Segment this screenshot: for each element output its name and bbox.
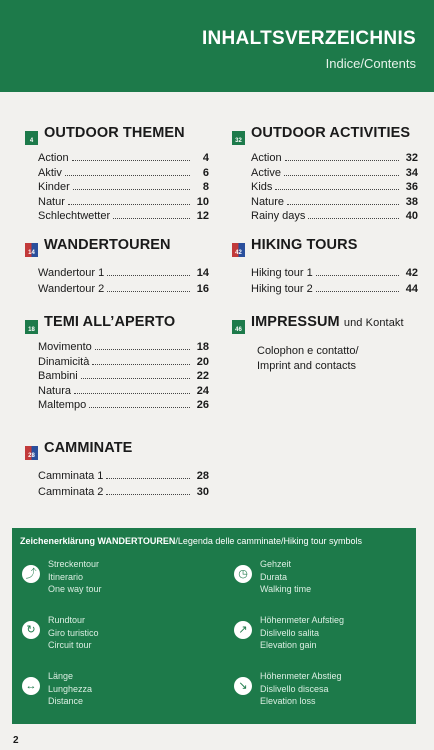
section-title: WANDERTOUREN [44,237,171,253]
leader-dots [107,274,190,276]
section-hiking-tours [232,237,418,299]
leader-dots [285,159,399,161]
toc-page: 38 [405,195,418,208]
legend-title-bold: Zeichenerklärung WANDERTOUREN [20,536,176,546]
toc-entry[interactable] [251,210,418,225]
leader-dots [316,274,399,276]
toc-page: 16 [196,283,209,295]
toc-label: Movimento [38,341,92,353]
toc-entry[interactable] [38,210,209,225]
legend-label-en: Elevation loss [260,696,316,706]
toc-label: Natur [38,195,65,208]
impressum-line-1: Colophon e contatto/ [257,345,359,357]
toc-page: 42 [405,267,418,279]
toc-page: 36 [405,181,418,193]
leader-dots [308,217,399,219]
page-subtitle: Indice/Contents [325,56,416,71]
toc-page: 34 [405,166,418,179]
toc-entry[interactable] [38,167,209,182]
leader-dots [81,377,190,379]
toc-entry[interactable] [251,181,418,196]
toc-entry[interactable] [38,486,209,502]
toc-entry[interactable] [38,267,209,283]
section-title-suffix: und Kontakt [343,317,404,329]
toc-label: Wandertour 1 [38,267,105,279]
clock-icon: ◷ [234,565,252,583]
section-badge: 42 [232,243,245,257]
legend-label-de: Streckentour [48,559,100,569]
toc-label: Natura [38,384,72,397]
toc-label: Hiking tour 1 [251,267,313,279]
toc-label: Rainy days [251,210,306,222]
leader-dots [287,203,399,205]
impressum-line-2: Imprint and contacts [257,360,357,372]
legend-label-en: Walking time [260,584,312,594]
leader-dots [113,217,190,219]
section-title: TEMI ALL’APERTO [44,314,176,330]
legend-label-en: One way tour [48,584,102,594]
legend-item [234,614,344,652]
ascent-icon: ↗ [234,621,252,639]
legend-label-it: Dislivello salita [260,627,320,638]
leader-dots [89,406,190,408]
toc-page: 44 [405,283,418,295]
legend-panel [12,528,416,724]
toc-entry[interactable] [38,181,209,196]
section-title: OUTDOOR THEMEN [44,125,185,141]
section-impressum [232,314,418,374]
toc-entry[interactable] [38,399,209,414]
leader-dots [275,188,399,190]
legend-item [22,614,99,652]
section-badge: 18 [25,320,38,334]
legend-title [20,536,362,546]
legend-label-de: Rundtour [48,615,86,625]
route-icon: ⤴ [22,565,40,583]
leader-dots [106,493,190,495]
leader-dots [316,290,399,292]
legend-label-it: Lunghezza [48,683,93,694]
section-temi-all-aperto [25,314,209,414]
legend-label-it: Giro turistico [48,627,99,638]
toc-entry[interactable] [38,470,209,486]
toc-label: Nature [251,195,285,208]
toc-page: 22 [196,370,209,382]
section-badge: 14 [25,243,38,257]
leader-dots [74,392,190,394]
toc-entry[interactable] [38,385,209,400]
toc-entry[interactable] [251,267,418,283]
leader-dots [72,159,190,161]
leader-dots [284,174,399,176]
section-title: CAMMINATE [44,440,133,456]
legend-item [234,558,311,596]
leader-dots [65,174,190,176]
section-badge: 46 [232,320,245,334]
section-title: IMPRESSUM [251,314,340,330]
toc-label: Kids [251,181,273,193]
toc-entry[interactable] [38,370,209,385]
toc-page: 14 [196,267,209,279]
toc-page: 26 [196,399,209,411]
legend-label-de: Höhenmeter Aufstieg [260,615,345,625]
leader-dots [68,203,190,205]
toc-page: 24 [196,384,209,397]
section-badge: 4 [25,131,38,145]
legend-label-en: Distance [48,696,84,706]
page-title: INHALTSVERZEICHNIS [201,28,416,49]
toc-entry[interactable] [251,283,418,299]
section-outdoor-activities [232,125,418,225]
toc-entry[interactable] [251,196,418,211]
loop-icon: ↻ [22,621,40,639]
leader-dots [95,348,190,350]
toc-entry[interactable] [38,356,209,371]
section-title: HIKING TOURS [251,237,358,253]
toc-label: Wandertour 2 [38,283,105,295]
header-banner [0,0,434,92]
toc-label: Action [251,152,282,164]
toc-label: Active [251,166,281,179]
toc-page: 8 [202,181,209,193]
toc-page: 6 [202,166,209,179]
legend-item [22,670,92,708]
section-outdoor-themen [25,125,209,225]
legend-label-en: Circuit tour [48,640,92,650]
toc-label: Hiking tour 2 [251,283,313,295]
toc-label: Dinamicità [38,355,90,368]
toc-label: Action [38,152,69,164]
toc-page: 18 [196,341,209,353]
length-icon: ↔ [22,677,40,695]
section-badge: 32 [232,131,245,145]
section-wandertouren [25,237,209,299]
legend-label-it: Itinerario [48,571,84,582]
toc-page: 20 [196,355,209,368]
descent-icon: ↘ [234,677,252,695]
legend-title-rest: /Legenda delle camminate/Hiking tour symbols [175,536,362,546]
toc-page: 10 [196,195,209,208]
toc-label: Camminata 1 [38,470,104,482]
legend-label-de: Länge [48,671,74,681]
section-badge: 28 [25,446,38,460]
toc-label: Bambini [38,370,78,382]
toc-label: Schlechtwetter [38,210,111,222]
legend-label-de: Gehzeit [260,559,292,569]
toc-entry[interactable] [251,152,418,167]
legend-item [234,670,342,708]
leader-dots [73,188,190,190]
toc-page: 4 [202,152,209,164]
toc-page: 30 [196,486,209,498]
toc-entry[interactable] [38,341,209,356]
toc-page: 40 [405,210,418,222]
toc-entry[interactable] [38,196,209,211]
toc-page: 28 [196,470,209,482]
toc-label: Aktiv [38,166,62,179]
leader-dots [106,477,190,479]
toc-entry[interactable] [38,283,209,299]
toc-entry[interactable] [38,152,209,167]
toc-label: Camminata 2 [38,486,104,498]
legend-item [22,558,102,596]
section-camminate [25,440,209,502]
leader-dots [107,290,190,292]
toc-label: Kinder [38,181,70,193]
page-number: 2 [13,735,19,746]
toc-label: Maltempo [38,399,87,411]
legend-label-de: Höhenmeter Abstieg [260,671,342,681]
section-title: OUTDOOR ACTIVITIES [251,125,411,141]
legend-label-it: Durata [260,571,288,582]
legend-label-it: Dislivello discesa [260,683,329,694]
toc-entry[interactable] [251,167,418,182]
toc-entry[interactable] [257,344,418,374]
toc-page: 32 [405,152,418,164]
toc-page: 12 [196,210,209,222]
legend-label-en: Elevation gain [260,640,317,650]
leader-dots [92,363,190,365]
